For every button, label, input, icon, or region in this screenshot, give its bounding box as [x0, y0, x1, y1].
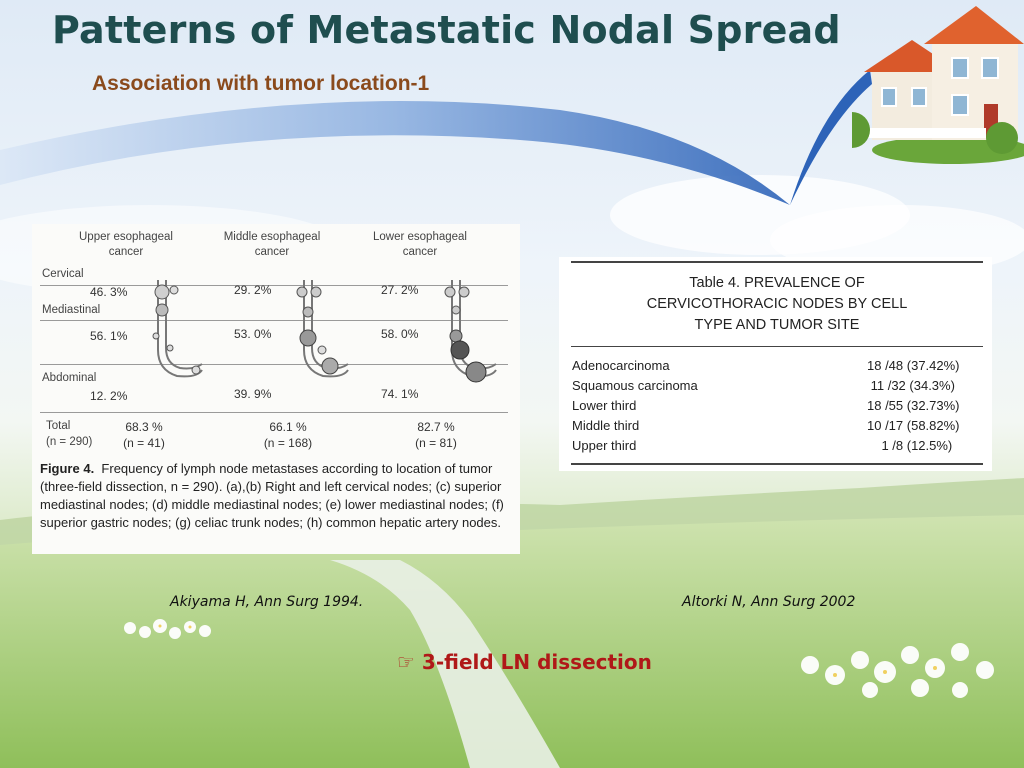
- region-cervical: Cervical: [42, 268, 84, 280]
- middle-cervical-pct: 29. 2%: [234, 283, 272, 297]
- table-top-rule: [571, 261, 983, 263]
- lower-cervical-pct: 27. 2%: [381, 283, 419, 297]
- row-label: Upper third: [572, 438, 637, 453]
- upper-total: 68.3 %: [125, 420, 163, 434]
- upper-abdominal-pct: 12. 2%: [90, 389, 128, 403]
- figure-4-panel: [32, 224, 520, 554]
- row-value: 1 /8 (12.5%): [867, 438, 953, 453]
- middle-n: (n = 168): [263, 436, 313, 450]
- house-illustration: [852, 0, 1024, 165]
- row-label: Lower third: [572, 398, 637, 413]
- lower-total: 82.7 %: [417, 420, 455, 434]
- upper-n: (n = 41): [123, 436, 165, 450]
- row-value: 11 /32 (34.3%): [867, 378, 955, 393]
- lower-n: (n = 81): [415, 436, 457, 450]
- citation-left: Akiyama H, Ann Surg 1994.: [170, 594, 364, 610]
- lower-abdominal-pct: 74. 1%: [381, 387, 419, 401]
- total-label: Total: [46, 420, 71, 432]
- upper-node-diagram: [122, 280, 212, 390]
- figure-caption-label: Figure 4.: [40, 461, 95, 476]
- middle-abdominal-pct: 39. 9%: [234, 387, 272, 401]
- row-label: Middle third: [572, 418, 640, 433]
- total-n-label: (n = 290): [46, 436, 93, 448]
- table-row: [571, 376, 983, 396]
- middle-total: 66.1 %: [269, 420, 307, 434]
- key-note-text: 3-field LN dissection: [421, 650, 652, 674]
- slide-title: Patterns of Metastatic Nodal Spread: [52, 8, 841, 52]
- middle-mediastinal-pct: 53. 0%: [234, 327, 272, 341]
- row-label: Adenocarcinoma: [572, 358, 670, 373]
- figure-caption-text: Frequency of lymph node metastases according to location of tumor (three-field dissection, n = 290). (a),(b) Right and left cervical nodes; (c) superior mediastinal nodes; (d) middle mediastinal nodes; (e) lower mediastinal nodes; (f) superior gastric nodes; (g) celiac trunk nodes; (h) common hepatic artery nodes.: [40, 461, 504, 530]
- table-4-panel: [559, 257, 992, 471]
- col-heading-lower: Lower esophageal cancer: [373, 231, 467, 258]
- row-label: Squamous carcinoma: [572, 378, 698, 393]
- key-note: [397, 650, 652, 674]
- slide-subtitle: Association with tumor location-1: [92, 72, 430, 95]
- table-header-rule: [571, 346, 983, 347]
- region-mediastinal: Mediastinal: [42, 304, 101, 316]
- table-row: [571, 356, 983, 376]
- row-value: 10 /17 (58.82%): [867, 418, 960, 433]
- table-bottom-rule: [571, 463, 983, 465]
- middle-node-diagram: [268, 280, 358, 390]
- col-heading-upper: Upper esophageal cancer: [79, 231, 173, 258]
- pointing-hand-icon: ☞: [397, 650, 415, 674]
- lower-mediastinal-pct: 58. 0%: [381, 327, 419, 341]
- upper-mediastinal-pct: 56. 1%: [90, 329, 128, 343]
- region-abdominal: Abdominal: [42, 372, 97, 384]
- table-row: [571, 416, 983, 436]
- citation-right: Altorki N, Ann Surg 2002: [682, 594, 856, 610]
- upper-cervical-pct: 46. 3%: [90, 285, 128, 299]
- divider: [40, 412, 508, 413]
- col-heading-middle: Middle esophageal cancer: [223, 231, 321, 258]
- row-value: 18 /48 (37.42%): [867, 358, 960, 373]
- table-row: [571, 436, 983, 456]
- table-row: [571, 396, 983, 416]
- lower-node-diagram: [416, 280, 506, 390]
- figure-caption: [40, 460, 516, 532]
- table-title: Table 4. PREVALENCE OF CERVICOTHORACIC NODES BY CELL TYPE AND TUMOR SITE: [646, 275, 908, 333]
- row-value: 18 /55 (32.73%): [867, 398, 960, 413]
